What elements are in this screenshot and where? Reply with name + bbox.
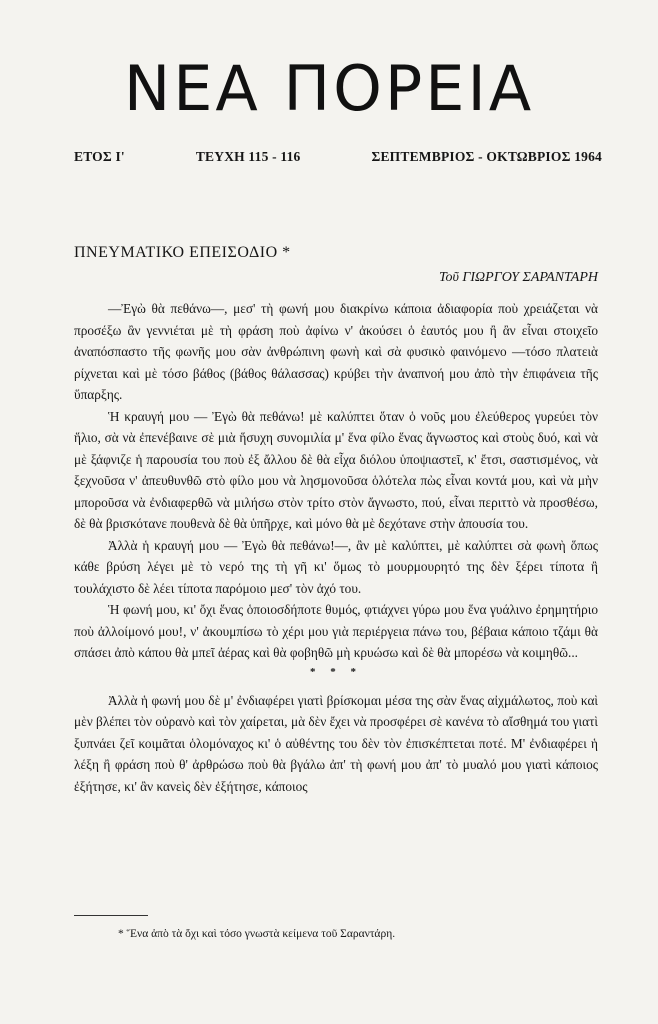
paragraph: —Ἐγὼ θὰ πεθάνω—, μεσ' τὴ φωνή μου διακρίνω κάποια ἀδιαφορία ποὺ χρειάζεται νὰ προσέξω ἂν γεννιέται μὲ τὴ φράση ποὺ ἀφίνω ν' ἀκούσει ὁ ἑαυτός μου ἢ ἂν εἶναι στοιχεῖο ἀναπόσπαστο τῆς φωνῆς μου σὰν ἀνθρώπινη φωνὴ καὶ σὰ φυσικὸ φαινόμενο —τόσο πλατειὰ ρίχνεται καὶ μὲ τόσο βάθος (βάθος θάλασσας) κρύβει τὴν ἀναπνοή μου ἀπὸ τὴν ἐπιφάνεια τῆς ὕπαρξης. [74,301,598,402]
paragraph: Ἡ κραυγή μου — Ἐγὼ θὰ πεθάνω! μὲ καλύπτει ὅταν ὁ νοῦς μου ἐλεύθερος γυρεύει τὸν ἥλιο, σὰ νὰ ἐπενέβαινε σὲ μιὰ ἥσυχη συνομιλία μ' ἕνα φίλο ἕνας ἄγνωστος καὶ στοὺς δυό, καὶ νὰ μὲ ξάφνιζε ἡ παρουσία του ποὺ ἐξ ἄλλου δὲ θὰ εἶχα διόλου ὑποψιαστεῖ, κ' ἔτσι, σαστισμένος, νὰ ξεχνοῦσα ν' ἀπευθυνθῶ στὸ φίλο μου νὰ λησμονοῦσα ὁλότελα πὼς εἶναι κοντά μου, καὶ νὰ μὴν μποροῦσα νὰ ἐνδιαφερθῶ νὰ μιλήσω στὸν τρίτο στὸν ἄγνωστο, πού, εἶναι περιττὸ νὰ προσθέσω, δὲ θὰ βρισκότανε πουθενὰ δὲ θὰ ὑπῆρχε, καὶ μόνο θὰ μὲ δεχότανε στὴν ἀπουσία του. [74,408,598,531]
paragraph: Ἀλλὰ ἡ κραυγή μου — Ἐγὼ θὰ πεθάνω!—, ἂν μὲ καλύπτει, μὲ καλύπτει σὰ φωνὴ ὅπως κάθε βρύση λέγει μὲ τὸ νερό της τὴ γῆ κι' ὅμως τὸ μουρμουρητό της δὲν ξέρει τίποτα ἢ τουλάχιστο δὲ λέει τίποτα παρόμοιο μεσ' τὸν ἀχό του. [74,537,598,596]
article-body [74,298,598,797]
issue-line [74,149,602,165]
issue-year: ΕΤΟΣ Ι' [74,149,125,164]
footnote: * Ἕνα ἀπὸ τὰ ὄχι καὶ τόσο γνωστὰ κείμενα τοῦ Σαραντάρη. [118,928,396,940]
article-title: ΠΝΕΥΜΑΤΙΚΟ ΕΠΕΙΣΟΔΙΟ * [74,244,291,261]
paragraph: Ἀλλὰ ἡ φωνή μου δὲ μ' ἐνδιαφέρει γιατὶ βρίσκομαι μέσα της σὰν ἕνας αἰχμάλωτος, ποὺ καὶ μὲν βλέπει τὸν οὐρανὸ καὶ τὸν χαίρεται, μὰ δὲν ἔχει νὰ προσφέρει σὲ κανένα τὸ αἴσθημά του γιατὶ ξυπνάει ζεῖ κοιμᾶται ὁλομόναχος κι' ὁ αὐθέντης του δὲν τὸν ἐπισκέπτεται ποτέ. Μ' ἐνδιαφέρει ἡ λέξη ἢ φράση ποὺ θ' ἀρθρώσω ποὺ θὰ βγάλω ἀπ' τὴ φωνή μου ἀπ' τὸ μυαλό μου γιατὶ κάποιος ἐξήτησε, κι' ἂν κανεὶς δὲν ἐξήτησε, κάποιος [74,692,598,794]
paragraph: Ἡ φωνή μου, κι' ὄχι ἕνας ὁποιοσδήποτε θυμός, φτιάχνει γύρω μου ἕνα γυάλινο ἐρημητήριο ποὺ ἀλλοίμονό μου!, ν' ἀκουμπίσω τὸ χέρι μου γιὰ περιέργεια πάνω του, βέβαια κάποιο τζάμι θὰ σπάσει ἀπὸ κάπου θὰ μπεῖ ἀέρας καὶ θὰ φοβηθῶ μὴ κρυώσω καὶ δὲ θὰ μπορέσω νὰ κοιμηθῶ... [74,602,598,660]
article-author: Τοῦ ΓΙΩΡΓΟΥ ΣΑΡΑΝΤΑΡΗ [438,270,598,285]
masthead: ΝΕΑ ΠΟΡΕΙΑ [123,52,535,125]
issue-date: ΣΕΠΤΕΜΒΡΙΟΣ - ΟΚΤΩΒΡΙΟΣ 1964 [371,149,602,164]
footnote-rule [74,915,148,916]
issue-numbers: ΤΕΥΧΗ 115 - 116 [195,149,301,164]
section-separator: * * * [310,665,362,678]
